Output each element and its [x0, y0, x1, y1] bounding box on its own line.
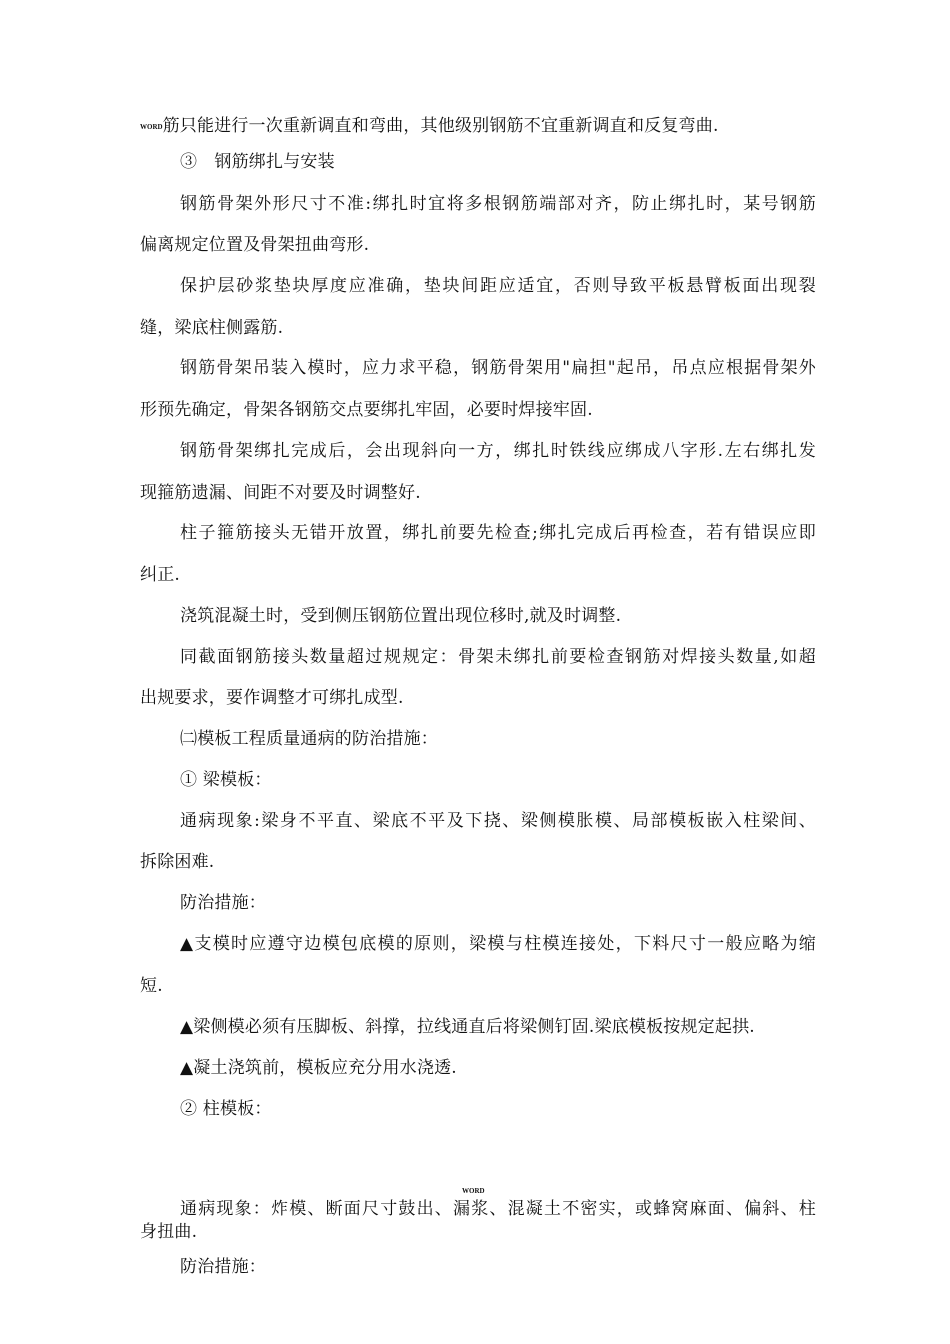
- paragraph-line: 现箍筋遗漏、间距不对要及时调整好.: [140, 483, 421, 503]
- section-heading: ③ 钢筋绑扎与安装: [180, 152, 335, 172]
- subsection-heading: ② 柱模板：: [180, 1099, 272, 1119]
- paragraph-line: 偏离规定位置及骨架扭曲弯形.: [140, 235, 370, 255]
- paragraph-line: 柱子箍筋接头无错开放置，绑扎前要先检查;绑扎完成后再检查，若有错误应即: [180, 523, 816, 543]
- paragraph-line: 形预先确定，骨架各钢筋交点要绑扎牢固，必要时焊接牢固.: [140, 400, 593, 420]
- paragraph-line: ▲支模时应遵守边模包底模的原则，梁模与柱模连接处，下料尺寸一般应略为缩: [180, 934, 816, 954]
- paragraph-line: 钢筋骨架绑扎完成后，会出现斜向一方，绑扎时铁线应绑成八字形.左右绑扎发: [180, 441, 816, 461]
- paragraph-line: WORD筋只能进行一次重新调直和弯曲，其他级别钢筋不宜重新调直和反复弯曲.: [140, 116, 719, 136]
- section-heading: ㈡模板工程质量通病的防治措施：: [180, 729, 438, 749]
- paragraph-line: 短.: [140, 976, 163, 996]
- paragraph-line: 钢筋骨架外形尺寸不准:绑扎时宜将多根钢筋端部对齐，防止绑扎时，某号钢筋: [180, 194, 816, 214]
- paragraph-line: 通病现象:梁身不平直、梁底不平及下挠、梁侧模胀模、局部模板嵌入柱梁间、: [180, 811, 816, 831]
- subsection-heading: ① 梁模板：: [180, 770, 272, 790]
- paragraph-line: ▲凝土浇筑前，模板应充分用水浇透.: [180, 1058, 457, 1078]
- paragraph-line: 出规要求，要作调整才可绑扎成型.: [140, 688, 404, 708]
- paragraph-line: 钢筋骨架吊装入模时，应力求平稳，钢筋骨架用"扁担"起吊，吊点应根据骨架外: [180, 358, 816, 378]
- paragraph-line: 防治措施：: [180, 1257, 266, 1277]
- paragraph-line: 保护层砂浆垫块厚度应准确，垫块间距应适宜，否则导致平板悬臂板面出现裂: [180, 276, 816, 296]
- paragraph-line: 同截面钢筋接头数量超过规规定：骨架未绑扎前要检查钢筋对焊接头数量,如超: [180, 647, 816, 667]
- paragraph-line: 纠正.: [140, 565, 181, 585]
- paragraph-line: 缝，梁底柱侧露筋.: [140, 318, 284, 338]
- word-watermark: WORD: [462, 1187, 485, 1195]
- paragraph-line: 身扭曲.: [140, 1222, 198, 1242]
- paragraph-line: 拆除困难.: [140, 852, 215, 872]
- paragraph-line: 防治措施：: [180, 893, 266, 913]
- paragraph-line: 通病现象：炸模、断面尺寸鼓出、漏浆、混凝土不密实，或蜂窝麻面、偏斜、柱: [180, 1199, 816, 1219]
- paragraph-line: 浇筑混凝土时，受到侧压钢筋位置出现位移时,就及时调整.: [180, 606, 622, 626]
- word-watermark: WORD: [140, 123, 163, 131]
- paragraph-line: ▲梁侧模必须有压脚板、斜撑，拉线通直后将梁侧钉固.梁底模板按规定起拱.: [180, 1017, 755, 1037]
